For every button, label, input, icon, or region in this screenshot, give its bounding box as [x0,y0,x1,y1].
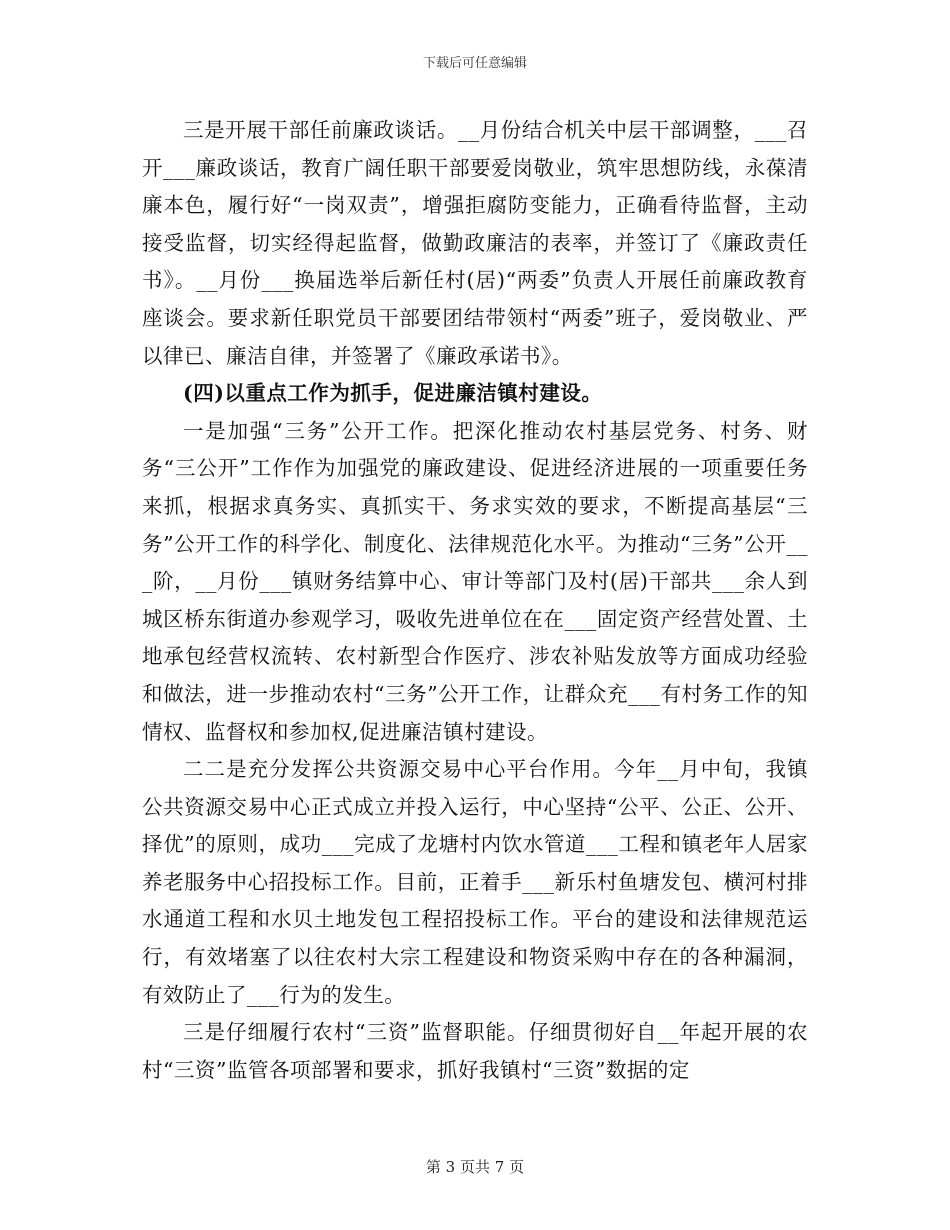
paragraph-trading-center: 二二是充分发挥公共资源交易中心平台作用。今年__月中旬，我镇公共资源交易中心正式成立并投入运行，中心坚持“公平、公正、公开、择优”的原则，成功___完成了龙塘村内饮水管道___工程和镇老年人居家养老服务中心招投标工作。目前，正着手___新乐村鱼塘发包、横河村排水通道工程和水贝土地发包工程招投标工作。平台的建设和法律规范运行，有效堵塞了以往农村大宗工程建设和物资采购中存在的各种漏洞，有效防止了___行为的发生。 [142,757,808,1007]
page-number-footer: 第 3 页共 7 页 [425,1158,525,1176]
paragraph-cadre-talk: 三是开展干部任前廉政谈话。__月份结合机关中层干部调整，___召开___廉政谈话，教育广阔任职干部要爱岗敬业，筑牢思想防线，永葆清廉本色，履行好“一岗双责”，增强拒腐防变能力，正确看待监督，主动接受监督，切实经得起监督，做勤政廉洁的表率，并签订了《廉政责任书》。__月份___换届选举后新任村(居)“两委”负责人开展任前廉政教育座谈会。要求新任职党员干部要团结带领村“两委”班子，爱岗敬业、严以律已、廉洁自律，并签署了《廉政承诺书》。 [142,118,808,368]
document-body [142,112,808,1089]
page-header-note: 下载后可任意编辑 [422,56,527,71]
paragraph-three-affairs: 一是加强“三务”公开工作。把深化推动农村基层党务、村务、财务“三公开”工作作为加强党的廉政建设、促进经济进展的一项重要任务来抓，根据求真务实、真抓实干、务求实效的要求，不断提高基层“三务”公开工作的科学化、制度化、法律规范化水平。为推动“三务”公开___阶，__月份___镇财务结算中心、审计等部门及村(居)干部共___余人到城区桥东街道办参观学习，吸收先进单位在在___固定资产经营处置、土地承包经营权流转、农村新型合作医疗、涉农补贴发放等方面成功经验和做法，进一步推动农村“三务”公开工作，让群众充___有村务工作的知情权、监督权和参加权,促进廉洁镇村建设。 [142,418,808,744]
paragraph-three-assets: 三是仔细履行农村“三资”监督职能。仔细贯彻好自__年起开展的农村“三资”监管各项部署和要求，抓好我镇村“三资”数据的定 [142,1020,808,1082]
section-heading-four: (四)以重点工作为抓手，促进廉洁镇村建设。 [183,381,603,406]
